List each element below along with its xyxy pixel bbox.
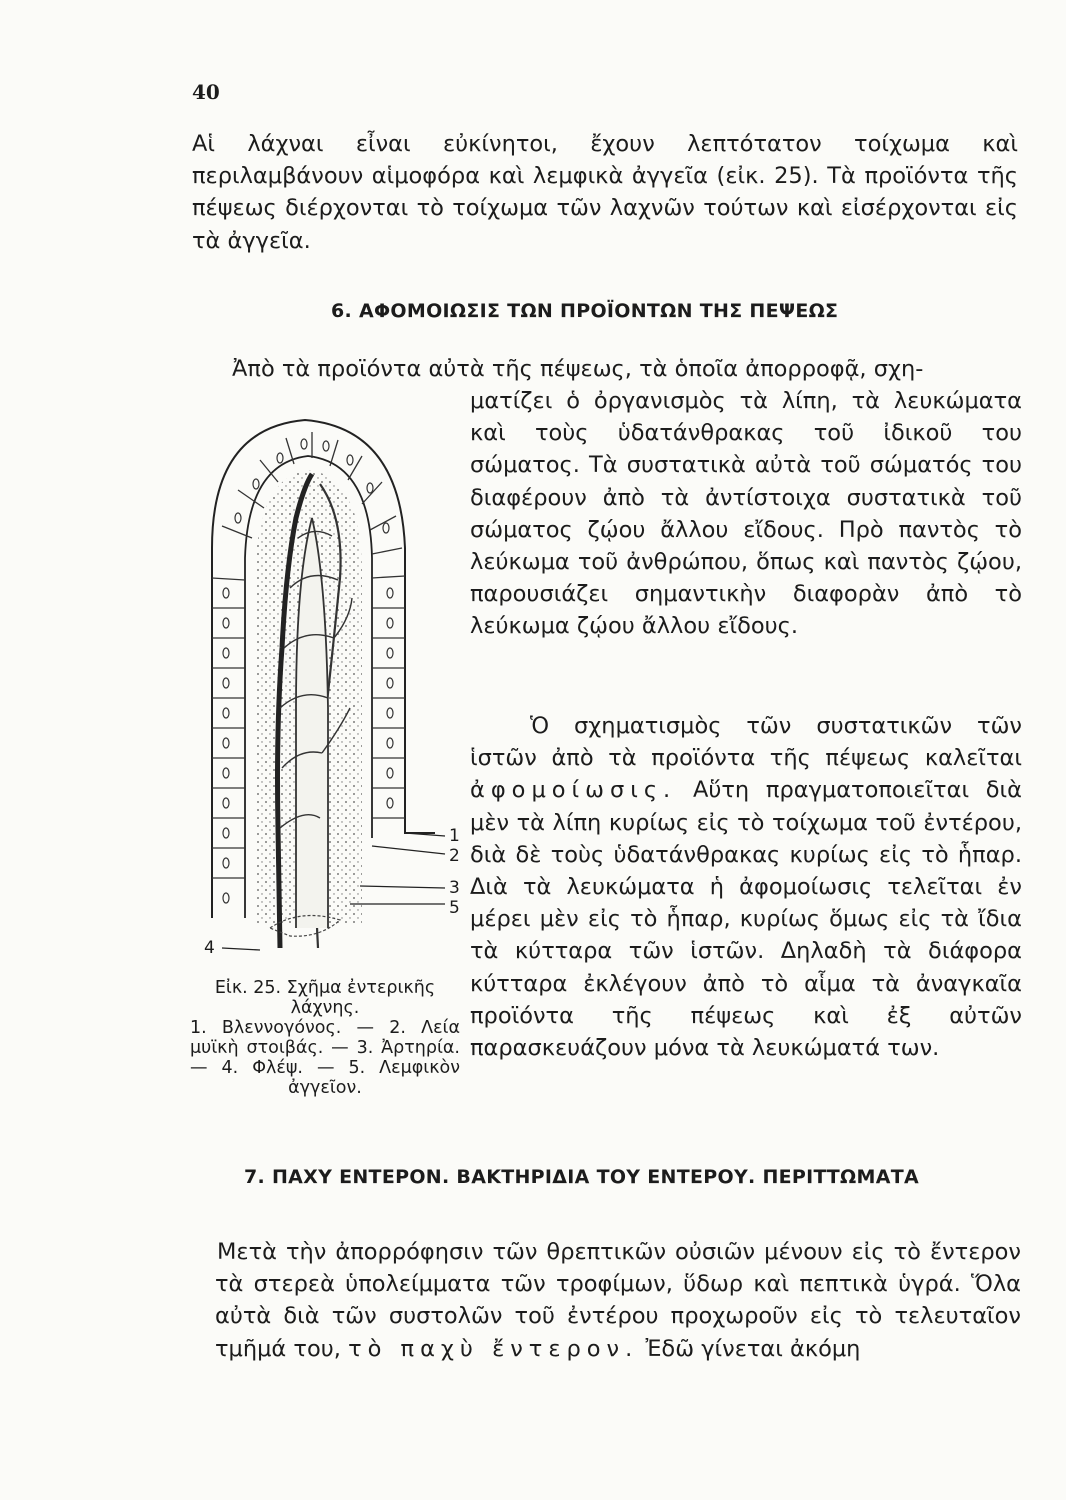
figure-label-2: 2: [449, 846, 460, 866]
section-6-heading: 6. ΑΦΟΜΟΙΩΣΙΣ ΤΩΝ ΠΡΟΪΟΝΤΩΝ ΤΗΣ ΠΕΨΕΩΣ: [331, 300, 839, 322]
section-6-paragraph-1: ματίζει ὁ ὀργανισμὸς τὰ λίπη, τὰ λευκώματα καὶ τοὺς ὑδατάνθρακας τοῦ ἰδικοῦ του σώματος. Τὰ συστατικὰ αὐτὰ τοῦ σώματός του διαφέρουν ἀπὸ τὰ ἀντίστοιχα συστατικὰ τοῦ σώματος ζῴου ἄλλου εἴδους. Πρὸ παντὸς τὸ λεύκωμα τοῦ ἀνθρώπου, ὅπως καὶ παντὸς ζῴου, παρουσιάζει σημαντικὴν διαφορὰν ἀπὸ τὸ λεύκωμα ζῴου ἄλλου εἴδους.: [470, 388, 1022, 640]
section-6-paragraph-2: [470, 710, 1022, 1064]
section-7-heading: 7. ΠΑΧΥ ΕΝΤΕΡΟΝ. ΒΑΚΤΗΡΙΔΙΑ ΤΟΥ ΕΝΤΕΡΟΥ. ΠΕΡΙΤΤΩΜΑΤΑ: [244, 1166, 919, 1188]
section-7-text-after: Ἐδῶ γίνεται ἀκόμη: [645, 1335, 861, 1362]
section-7-paragraph: [215, 1236, 1021, 1365]
figure-label-5: 5: [449, 898, 460, 918]
term-large-intestine: τὸ παχὺ ἔντερον.: [348, 1335, 639, 1362]
para2-text-after: Αὕτη πραγματοποιεῖται διὰ μὲν τὰ λίπη κυρίως εἰς τὸ τοίχωμα τοῦ ἐντέρου, διὰ δὲ τοὺς ὑδατάνθρακας κυρίως εἰς τὸ ἧπαρ. Διὰ τὰ λευκώματα ἡ ἀφομοίωσις τελεῖται ἐν μέρει μὲν εἰς τὸ ἧπαρ, κυρίως ὅμως εἰς τὰ ἴδια τὰ κύτταρα τῶν ἱστῶν. Δηλαδὴ τὰ διάφορα κύτταρα ἐκλέγουν ἀπὸ τὸ αἷμα τὰ ἀναγκαῖα προϊόντα τῆς πέψεως καὶ ἐξ αὐτῶν παρασκευάζουν μόνα τὰ λευκώματά των.: [470, 777, 1023, 1062]
section-6-first-line: Ἀπὸ τὰ προϊόντα αὐτὰ τῆς πέψεως, τὰ ὁποῖα ἀπορροφᾷ, σχη-: [232, 356, 924, 382]
section-7-text-before: Μετὰ τὴν ἀπορρόφησιν τῶν θρεπτικῶν οὐσιῶν μένουν εἰς τὸ ἔντερον τὰ στερεὰ ὑπολείμματα τῶν τροφίμων, ὕδωρ καὶ πεπτικὰ ὑγρά. Ὅλα αὐτὰ διὰ τῶν συστολῶν τοῦ ἐντέρου προχωροῦν εἰς τὸ τελευταῖον τμῆμά του,: [215, 1239, 1021, 1362]
figure-label-1: 1: [449, 826, 460, 846]
para2-text-before: Ὁ σχηματισμὸς τῶν συστατικῶν τῶν ἱστῶν ἀπὸ τὰ προϊόντα τῆς πέψεως καλεῖται: [470, 713, 1022, 772]
figure-label-3: 3: [449, 878, 460, 898]
page-number: 40: [192, 80, 220, 104]
figure-caption: [190, 978, 460, 1098]
villus-illustration: [200, 408, 465, 968]
figure-label-4: 4: [204, 938, 215, 958]
intro-paragraph: Αἱ λάχναι εἶναι εὐκίνητοι, ἔχουν λεπτότατον τοίχωμα καὶ περιλαμβάνουν αἱμοφόρα καὶ λεμφικὰ ἀγγεῖα (εἰκ. 25). Τὰ προϊόντα τῆς πέψεως διέρχονται τὸ τοίχωμα τῶν λαχνῶν τούτων καὶ εἰσέρχονται εἰς τὰ ἀγγεῖα.: [192, 131, 1018, 254]
figure-caption-title: Εἰκ. 25. Σχῆμα ἐντερικῆς λάχνης.: [214, 978, 436, 1018]
term-assimilation: ἀφομοίωσις.: [470, 777, 677, 804]
figure-caption-body: 1. Βλεννογόνος. — 2. Λεία μυϊκὴ στοιβάς. — 3. Ἀρτηρία. — 4. Φλέψ. — 5. Λεμφικὸν ἀγγεῖον.: [190, 1018, 460, 1098]
villus-figure: [200, 408, 465, 968]
